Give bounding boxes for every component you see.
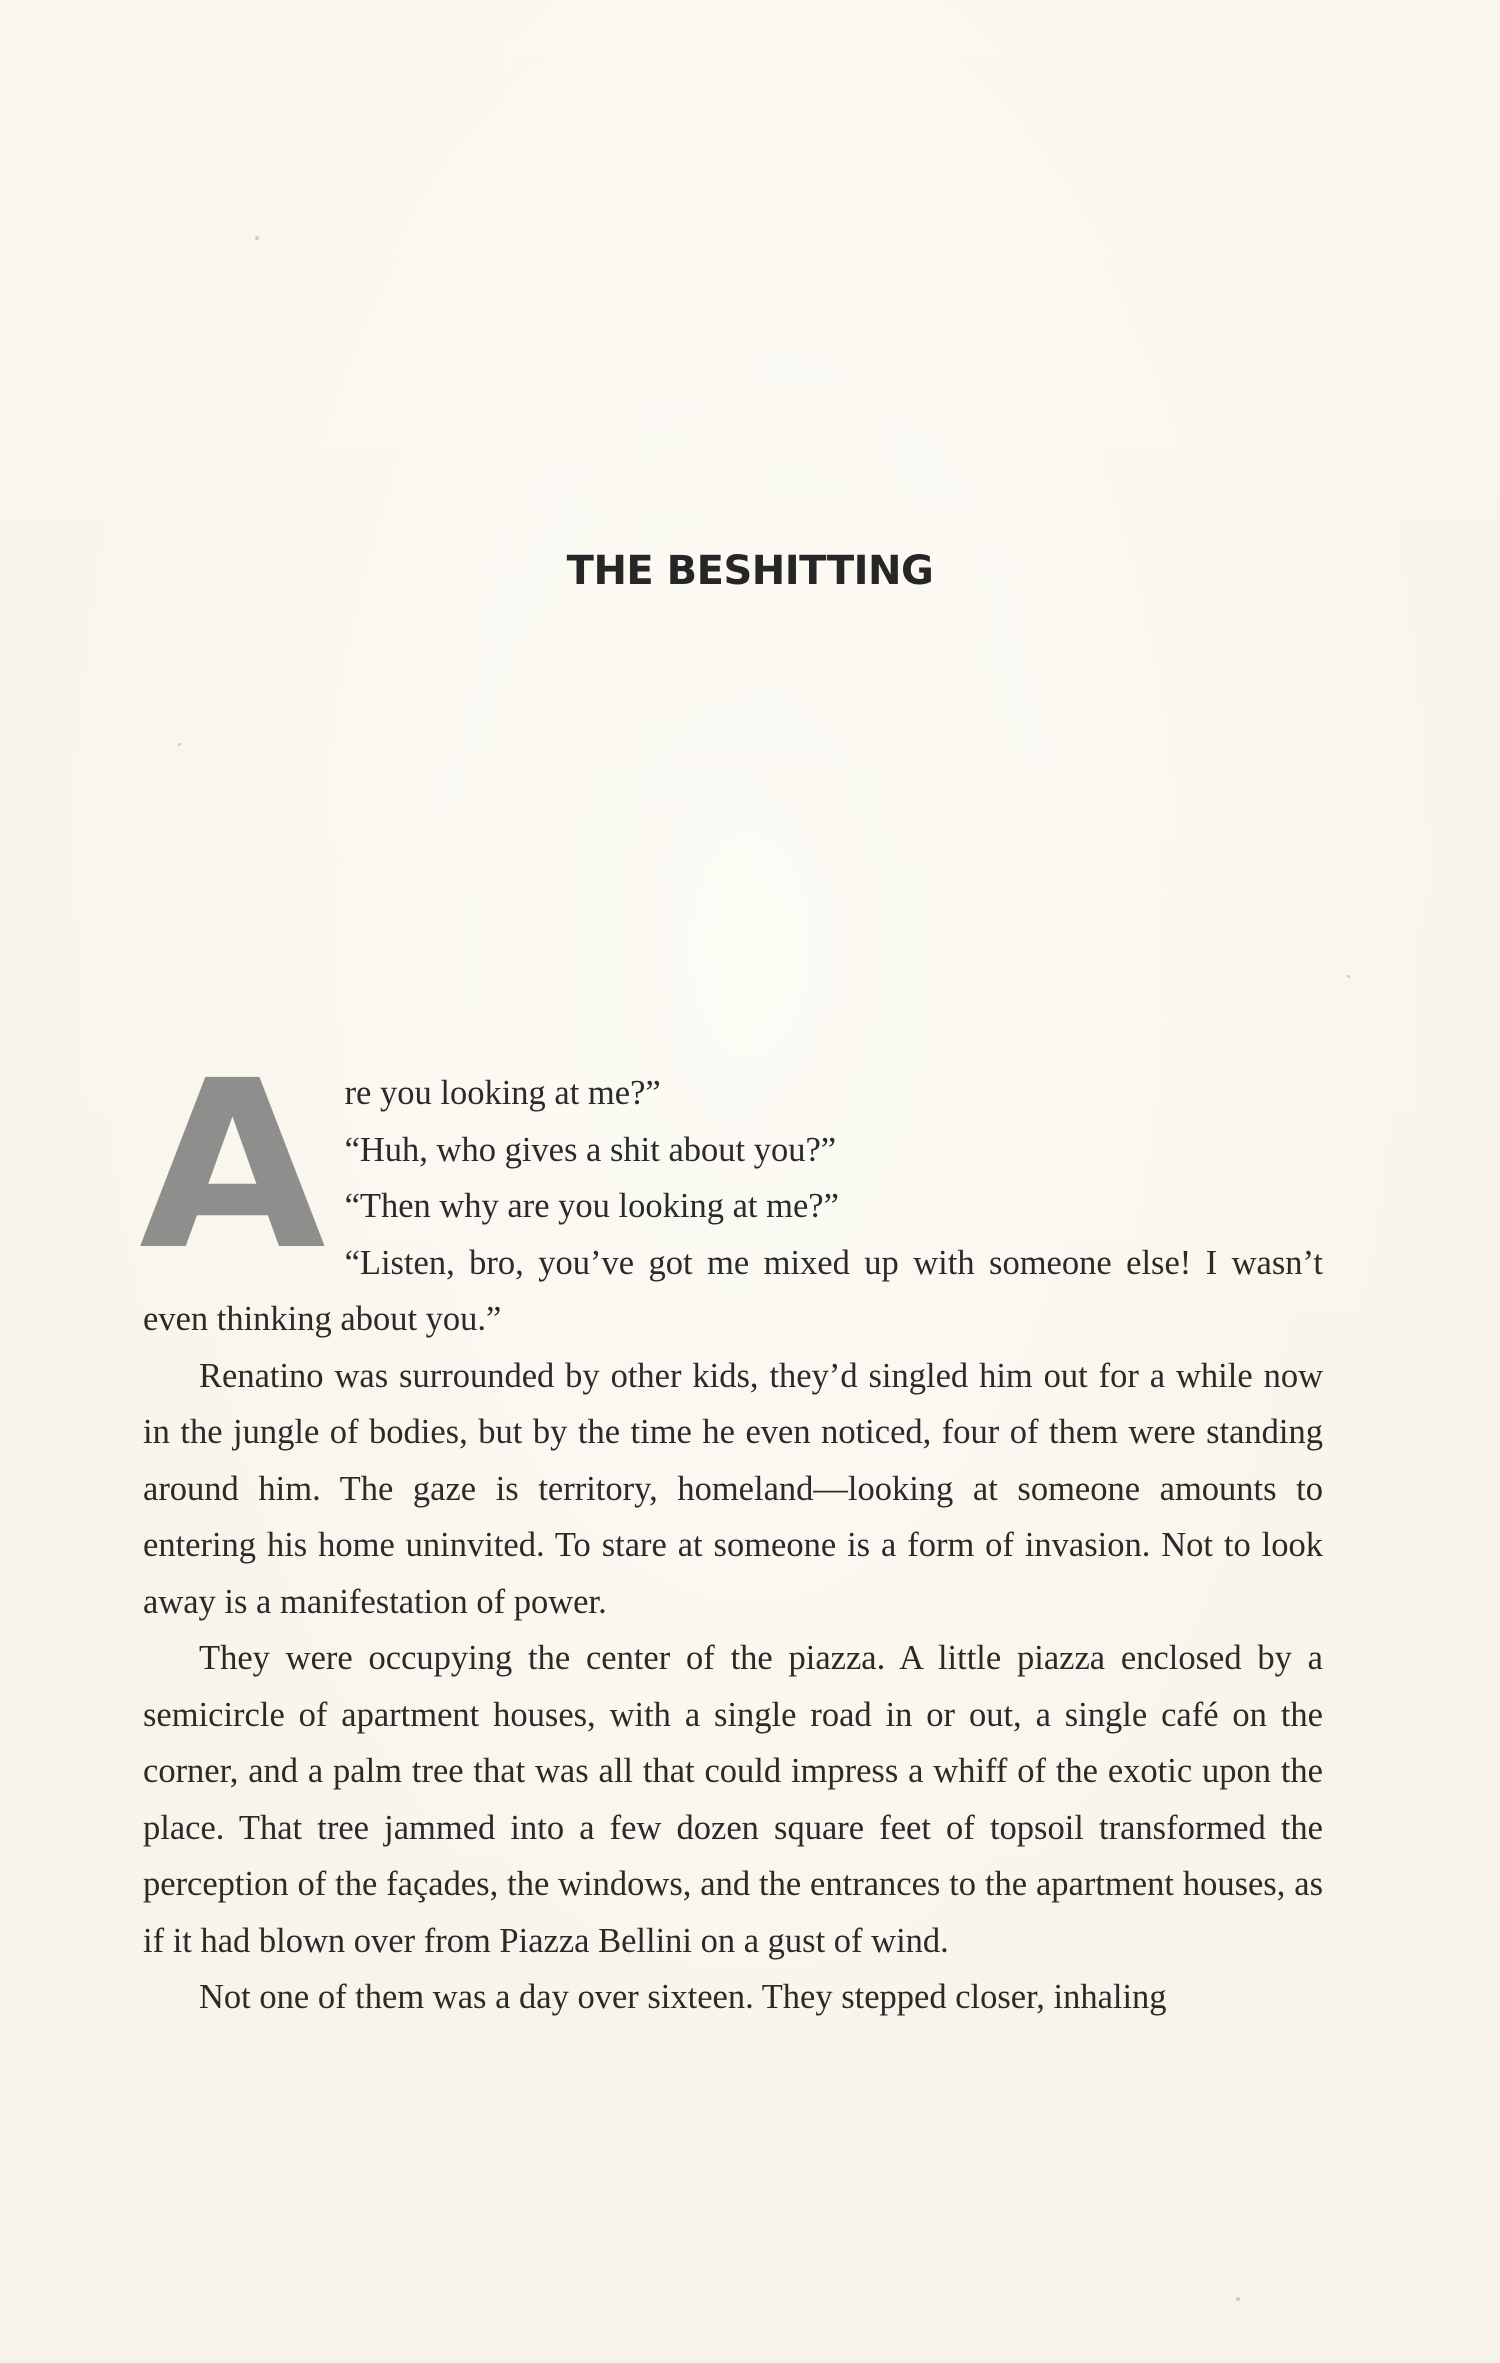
paragraph-6: They were occupying the center of the piazza. A little piazza enclosed by a semicircle of apartment houses, with a single road in or out, a single café on the corner, and a palm tree that was all that could impress a whiff of the exotic upon the place. That tree jammed into a few dozen square feet of topsoil transformed the perception of the façades, the windows, and the entrances to the apartment houses, as if it had blown over from Piazza Bellini on a gust of wind. <box>143 1639 1323 1960</box>
paper-speck <box>1236 2297 1240 2301</box>
paragraph-7: Not one of them was a day over sixteen. They stepped closer, inhaling <box>199 1978 1167 2016</box>
paragraph-3: “Then why are you looking at me?” <box>344 1187 839 1225</box>
paper-speck <box>255 236 259 240</box>
paragraph-1: re you looking at me?” <box>344 1074 661 1112</box>
chapter-body <box>139 1031 1323 2026</box>
paragraph-2: “Huh, who gives a shit about you?” <box>344 1130 837 1169</box>
paragraph-4: “Listen, bro, you’ve got me mixed up with someone else! I wasn’t even thinking about you.” <box>143 1243 1323 1338</box>
drop-cap: A <box>139 1031 326 1301</box>
paper-speck <box>1347 975 1350 978</box>
chapter-title: THE BESHITTING <box>566 548 934 594</box>
paragraph-5: Renatino was surrounded by other kids, they’d singled him out for a while now in the jungle of bodies, but by the time he even noticed, four of them were standing around him. The gaze is territory, homeland—looking at someone amounts to entering his home uninvited. To stare at someone is a form of invasion. Not to look away is a manifestation of power. <box>143 1356 1323 1621</box>
paper-speck <box>178 743 181 746</box>
